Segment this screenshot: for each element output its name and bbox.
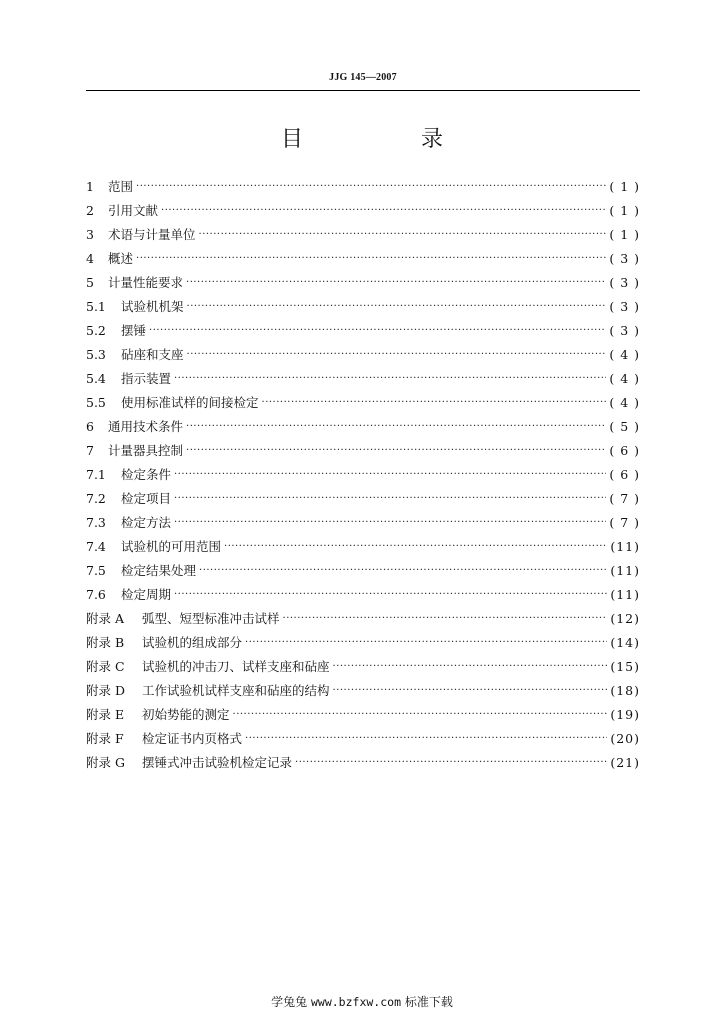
toc-item-label: 计量器具控制 [108, 443, 184, 458]
toc-item[interactable] [86, 582, 640, 606]
toc-item-page: ( 1 ) [609, 202, 640, 218]
toc-item-label: 初始势能的测定 [142, 707, 230, 722]
toc-dot-leader [199, 229, 607, 240]
toc-item-label: 检定周期 [121, 587, 172, 602]
toc-item-label: 检定结果处理 [121, 563, 197, 578]
toc-item-page: ( 3 ) [609, 274, 640, 290]
toc-dot-leader [224, 541, 607, 552]
toc-item-page: ( 5 ) [609, 418, 640, 434]
toc-item-number: 7.3 [86, 514, 106, 530]
toc-dot-leader [333, 661, 608, 672]
toc-item[interactable] [86, 270, 640, 294]
toc-item-page: (12) [610, 610, 640, 626]
toc-item[interactable] [86, 438, 640, 462]
toc-item[interactable] [86, 222, 640, 246]
toc-item-number: 附录 E [86, 707, 125, 722]
toc-item[interactable] [86, 318, 640, 342]
toc-dot-leader [149, 325, 606, 336]
toc-item-number: 4 [86, 250, 94, 266]
toc-item-label: 范围 [108, 179, 134, 194]
footer-url-link[interactable]: www.bzfxw.com [310, 995, 401, 1009]
toc-item-label: 检定方法 [121, 515, 172, 530]
toc-item-page: ( 3 ) [609, 250, 640, 266]
toc-item-page: (11) [610, 586, 640, 602]
toc-item-page: (18) [610, 682, 640, 698]
toc-dot-leader [245, 733, 607, 744]
toc-item-number: 7.1 [86, 466, 106, 482]
toc-dot-leader [333, 685, 608, 696]
toc-item-label: 计量性能要求 [108, 275, 184, 290]
toc-item-page: ( 7 ) [609, 514, 640, 530]
toc-item-label: 弧型、短型标准冲击试样 [142, 611, 280, 626]
toc-item-page: (21) [610, 754, 640, 770]
toc-item-number: 5.5 [86, 394, 106, 410]
toc-dot-leader [174, 517, 606, 528]
toc-item[interactable] [86, 198, 640, 222]
toc-item-label: 检定项目 [121, 491, 172, 506]
toc-item-label: 使用标准试样的间接检定 [121, 395, 259, 410]
toc-item-number: 附录 G [86, 755, 125, 770]
toc-dot-leader [136, 181, 606, 192]
toc-item-page: ( 3 ) [609, 298, 640, 314]
toc-item-number: 附录 D [86, 683, 125, 698]
toc-item-number: 6 [86, 418, 94, 434]
toc-item-number: 附录 F [86, 731, 124, 746]
toc-dot-leader [187, 349, 607, 360]
toc-item-page: ( 3 ) [609, 322, 640, 338]
toc-item[interactable] [86, 462, 640, 486]
toc-item-label: 检定条件 [121, 467, 172, 482]
document-code-header: JJG 145—2007 [329, 72, 397, 83]
toc-dot-leader [233, 709, 608, 720]
toc-item-page: (20) [610, 730, 640, 746]
toc-item-number: 5.4 [86, 370, 106, 386]
toc-item[interactable] [86, 702, 640, 726]
toc-item[interactable] [86, 654, 640, 678]
toc-item-page: (11) [610, 562, 640, 578]
toc-dot-leader [136, 253, 606, 264]
toc-item-number: 7 [86, 442, 94, 458]
toc-item-label: 摆锤 [121, 323, 147, 338]
page-title: 目 录 [280, 127, 491, 152]
toc-dot-leader [199, 565, 607, 576]
toc-item-number: 3 [86, 226, 94, 242]
toc-item-page: ( 1 ) [609, 226, 640, 242]
toc-item-label: 砧座和支座 [121, 347, 184, 362]
toc-item[interactable] [86, 510, 640, 534]
toc-item-number: 5.1 [86, 298, 106, 314]
toc-item[interactable] [86, 630, 640, 654]
header-divider [86, 90, 640, 91]
toc-item[interactable] [86, 750, 640, 774]
toc-dot-leader [245, 637, 607, 648]
toc-item-label: 试验机的冲击刀、试样支座和砧座 [142, 659, 330, 674]
toc-item[interactable] [86, 534, 640, 558]
toc-item-number: 7.2 [86, 490, 106, 506]
toc-item-label: 试验机的组成部分 [142, 635, 243, 650]
toc-item-label: 概述 [108, 251, 134, 266]
toc-item-label: 检定证书内页格式 [142, 731, 243, 746]
toc-dot-leader [262, 397, 607, 408]
toc-item-page: ( 6 ) [609, 466, 640, 482]
toc-item[interactable] [86, 294, 640, 318]
table-of-contents [86, 174, 640, 774]
toc-item-page: (19) [610, 706, 640, 722]
toc-item-label: 术语与计量单位 [108, 227, 196, 242]
toc-item-number: 5.2 [86, 322, 106, 338]
toc-item-number: 附录 A [86, 611, 125, 626]
toc-dot-leader [174, 469, 606, 480]
toc-item[interactable] [86, 414, 640, 438]
toc-item-number: 附录 C [86, 659, 125, 674]
toc-item-label: 指示装置 [121, 371, 172, 386]
toc-item-number: 7.6 [86, 586, 106, 602]
footer-tagline: 标准下载 [404, 995, 453, 1009]
toc-item-page: ( 1 ) [609, 178, 640, 194]
toc-item-number: 5 [86, 274, 94, 290]
toc-item-label: 试验机的可用范围 [121, 539, 222, 554]
toc-item-page: ( 6 ) [609, 442, 640, 458]
toc-item-number: 7.4 [86, 538, 106, 554]
toc-dot-leader [186, 445, 606, 456]
toc-dot-leader [186, 277, 606, 288]
toc-item-label: 试验机机架 [121, 299, 184, 314]
toc-item-number: 7.5 [86, 562, 106, 578]
toc-item[interactable] [86, 366, 640, 390]
toc-dot-leader [174, 589, 607, 600]
toc-item[interactable] [86, 342, 640, 366]
toc-item-page: ( 4 ) [609, 394, 640, 410]
toc-item-number: 5.3 [86, 346, 106, 362]
toc-dot-leader [174, 493, 606, 504]
toc-dot-leader [187, 301, 607, 312]
toc-item[interactable] [86, 486, 640, 510]
toc-item-page: ( 4 ) [609, 370, 640, 386]
toc-dot-leader [174, 373, 606, 384]
toc-item-page: (15) [610, 658, 640, 674]
toc-item-number: 附录 B [86, 635, 125, 650]
toc-item[interactable] [86, 174, 640, 198]
toc-dot-leader [283, 613, 608, 624]
toc-item-label: 通用技术条件 [108, 419, 184, 434]
toc-item-number: 2 [86, 202, 94, 218]
toc-item[interactable] [86, 606, 640, 630]
toc-item[interactable] [86, 678, 640, 702]
footer-site-name: 学兔兔 [271, 995, 308, 1009]
toc-item[interactable] [86, 558, 640, 582]
toc-dot-leader [161, 205, 606, 216]
toc-dot-leader [186, 421, 606, 432]
toc-item-label: 工作试验机试样支座和砧座的结构 [142, 683, 330, 698]
toc-item-page: ( 4 ) [609, 346, 640, 362]
toc-dot-leader [295, 757, 607, 768]
toc-item-page: ( 7 ) [609, 490, 640, 506]
site-watermark-footer [0, 993, 724, 1010]
toc-item-page: (14) [610, 634, 640, 650]
toc-item-number: 1 [86, 178, 94, 194]
toc-item[interactable] [86, 726, 640, 750]
toc-item[interactable] [86, 246, 640, 270]
toc-item[interactable] [86, 390, 640, 414]
toc-item-label: 摆锤式冲击试验机检定记录 [142, 755, 293, 770]
toc-item-page: (11) [610, 538, 640, 554]
toc-item-label: 引用文献 [108, 203, 159, 218]
